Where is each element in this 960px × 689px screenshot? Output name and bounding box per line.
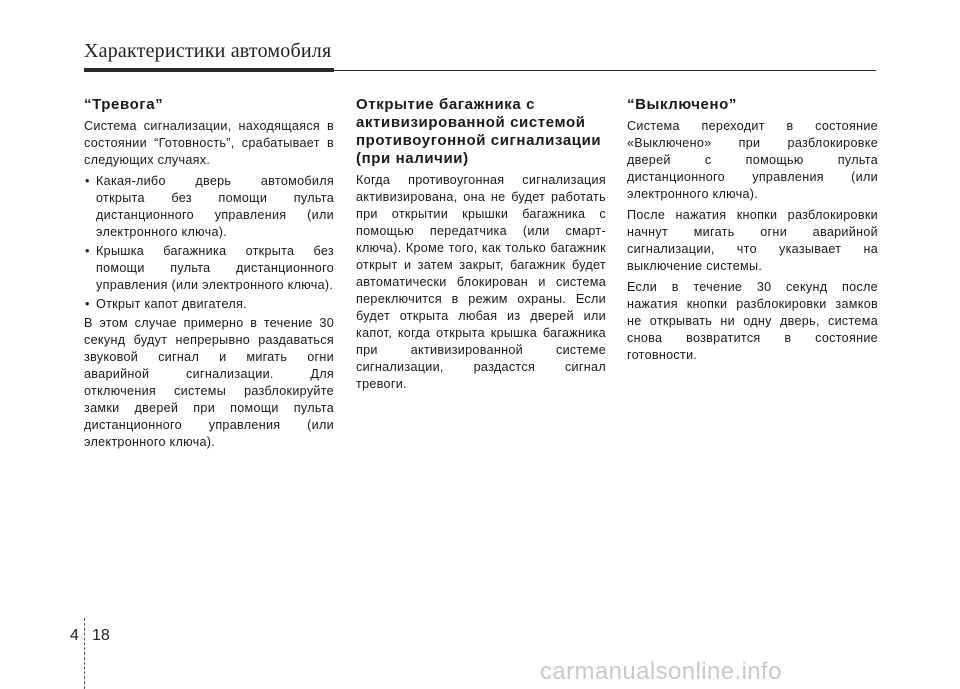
- section-title: Характеристики автомобиля: [84, 40, 332, 62]
- list-item: • Крышка багажника открыта без помощи пульта дистанционного управления (или электронного ключа).: [84, 243, 334, 294]
- disarmed-heading: “Выключено”: [627, 96, 737, 113]
- alarm-conditions-list: [84, 173, 334, 313]
- trunk-heading: Открытие багажника с активизированной системой противоугонной сигнализации (при наличии): [356, 96, 602, 167]
- footer-divider: [84, 618, 85, 689]
- page-number: 18: [92, 627, 110, 644]
- alarm-intro: Система сигнализации, находящаяся в состоянии “Готовность”, срабатывает в следующих случаях.: [84, 119, 334, 167]
- watermark-text: carmanualsonline.info: [540, 658, 782, 685]
- column-trunk-opening: [356, 96, 606, 397]
- column-alarm: [84, 96, 334, 455]
- disarmed-paragraph-3: Если в течение 30 секунд после нажатия кнопки разблокировки замков не открывать ни одну дверь, система снова возвратится в состояние готовности.: [627, 280, 878, 362]
- chapter-number: 4: [70, 627, 79, 644]
- trunk-body: Когда противоугонная сигнализация активизирована, она не будет работать при открытии крышки багажника с помощью передатчика (или смарт-ключа). Кроме того, как только багажник открыт и затем закрыт, багажник будет автоматически блокирован и система переключится в режим охраны. Если будет открыта любая из дверей или капот, когда открыта крышка багажника при активизированной системе сигнализации, раздастся сигнал тревоги.: [356, 173, 606, 391]
- header-rule-thick: [84, 68, 334, 72]
- column-disarmed: [627, 96, 878, 368]
- disarmed-paragraph-2: После нажатия кнопки разблокировки начнут мигать огни аварийной сигнализации, что указывает на выключение системы.: [627, 208, 878, 273]
- list-item: • Открыт капот двигателя.: [84, 296, 334, 313]
- header-rule-thin: [334, 70, 876, 71]
- alarm-body: В этом случае примерно в течение 30 секунд будут непрерывно раздаваться звуковой сигнал и мигать огни аварийной сигнализации. Для отключения системы разблокируйте замки дверей при помощи пульта дистанционного управления (или электронного ключа).: [84, 316, 334, 449]
- alarm-heading: “Тревога”: [84, 96, 164, 113]
- list-item: • Какая-либо дверь автомобиля открыта без помощи пульта дистанционного управления (или электронного ключа).: [84, 173, 334, 241]
- disarmed-paragraph-1: Система переходит в состояние «Выключено» при разблокировке дверей с помощью пульта дистанционного управления (или электронного ключа).: [627, 119, 878, 201]
